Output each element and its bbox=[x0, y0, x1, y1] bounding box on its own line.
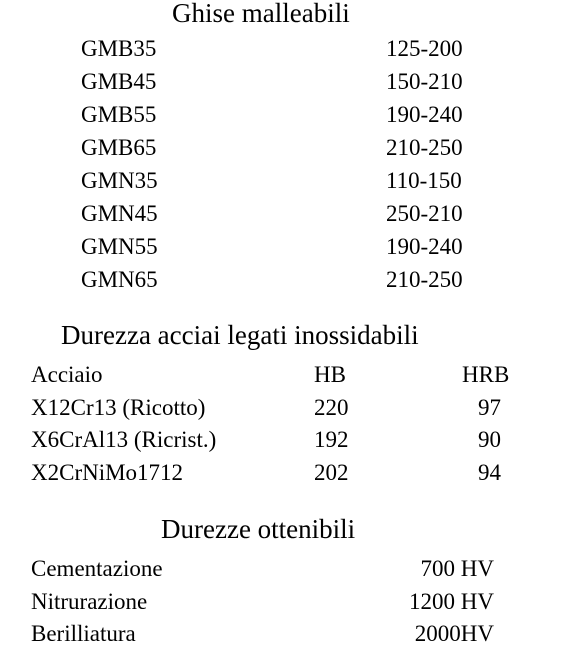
section-title-durezze-ottenibili: Durezze ottenibili bbox=[161, 514, 356, 544]
grade-label: GMN55 bbox=[81, 234, 158, 259]
grade-label: GMN45 bbox=[81, 201, 158, 226]
hardness-range: 190-240 bbox=[386, 102, 463, 127]
hardness-range: 210-250 bbox=[386, 135, 463, 160]
treatment-hardness: 1200 HV bbox=[409, 589, 494, 614]
section-title-acciai-inossidabili: Durezza acciai legati inossidabili bbox=[61, 320, 419, 350]
column-header-hb: HB bbox=[314, 362, 346, 387]
section-title-ghise-malleabili: Ghise malleabili bbox=[172, 0, 350, 28]
hrb-value: 97 bbox=[478, 395, 501, 420]
hardness-range: 125-200 bbox=[386, 36, 463, 61]
hb-value: 192 bbox=[314, 427, 349, 452]
treatment-name: Cementazione bbox=[31, 556, 163, 581]
hardness-range: 210-250 bbox=[386, 267, 463, 292]
column-header-steel: Acciaio bbox=[31, 362, 103, 387]
grade-label: GMB65 bbox=[81, 135, 157, 160]
steel-name: X12Cr13 (Ricotto) bbox=[31, 395, 206, 420]
hrb-value: 90 bbox=[478, 427, 501, 452]
hardness-range: 110-150 bbox=[386, 168, 462, 193]
column-header-hrb: HRB bbox=[462, 362, 510, 387]
grade-label: GMB55 bbox=[81, 102, 157, 127]
hb-value: 220 bbox=[314, 395, 349, 420]
grade-label: GMB45 bbox=[81, 69, 157, 94]
steel-name: X2CrNiMo1712 bbox=[31, 460, 184, 485]
treatment-hardness: 2000HV bbox=[414, 621, 494, 646]
hardness-range: 250-210 bbox=[386, 201, 463, 226]
hardness-range: 190-240 bbox=[386, 234, 463, 259]
treatment-name: Nitrurazione bbox=[31, 589, 148, 614]
treatment-hardness: 700 HV bbox=[420, 556, 494, 581]
grade-label: GMN65 bbox=[81, 267, 158, 292]
hb-value: 202 bbox=[314, 460, 349, 485]
treatment-name: Berilliatura bbox=[31, 621, 136, 646]
hrb-value: 94 bbox=[478, 460, 501, 485]
steel-name: X6CrAl13 (Ricrist.) bbox=[31, 427, 217, 452]
grade-label: GMB35 bbox=[81, 36, 157, 61]
grade-label: GMN35 bbox=[81, 168, 158, 193]
hardness-range: 150-210 bbox=[386, 69, 463, 94]
